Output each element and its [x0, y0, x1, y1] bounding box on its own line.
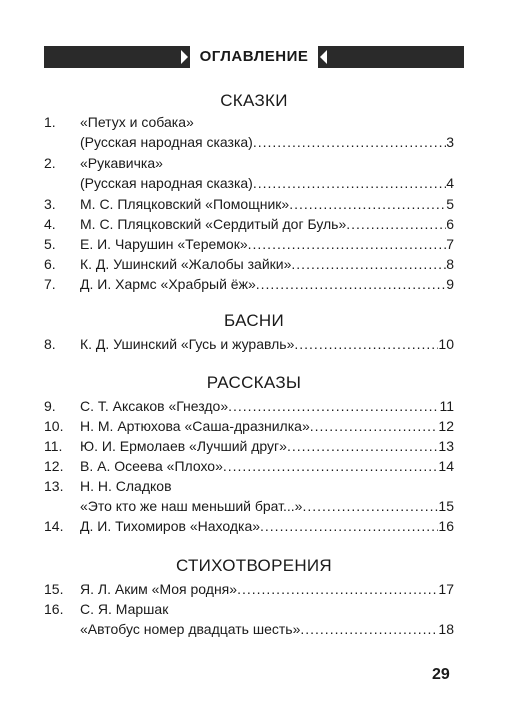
entry-text: Д. И. Тихомиров «Находка» — [80, 518, 261, 534]
entry-number: 16. — [44, 601, 64, 617]
entry-line — [80, 599, 454, 619]
entry-number: 8. — [44, 336, 56, 352]
entry-page: 15 — [438, 498, 454, 514]
entry-line — [80, 516, 454, 536]
entry-line — [80, 436, 454, 456]
leader-dots — [253, 173, 446, 193]
entry-page: 9 — [446, 276, 454, 292]
section-title-basni: БАСНИ — [223, 311, 285, 330]
entry-page: 5 — [446, 196, 454, 212]
entry-text: С. Я. Маршак — [80, 601, 169, 617]
section-title-rasskazy: РАССКАЗЫ — [206, 373, 302, 392]
toc-entry[interactable] — [44, 436, 454, 456]
entry-text: С. Т. Аксаков «Гнездо» — [80, 398, 229, 414]
leader-dots — [302, 496, 438, 516]
page-title: ОГЛАВЛЕНИЕ — [190, 46, 319, 68]
leader-dots — [256, 274, 446, 294]
entry-text: «Автобус номер двадцать шесть» — [80, 621, 301, 637]
entry-line — [80, 274, 454, 294]
entry-line — [80, 112, 454, 132]
section-title-stikhotvoreniya: СТИХОТВОРЕНИЯ — [175, 556, 333, 575]
entry-text: Ю. И. Ермолаев «Лучший друг» — [80, 438, 287, 454]
entry-number: 9. — [44, 398, 56, 414]
entry-text: «Рукавичка» — [80, 155, 163, 171]
entry-text: М. С. Пляцковский «Помощник» — [80, 196, 290, 212]
entry-page: 4 — [446, 175, 454, 191]
entry-page: 18 — [438, 621, 454, 637]
entry-page: 14 — [438, 458, 454, 474]
toc-entry[interactable] — [44, 396, 454, 416]
entry-line — [80, 476, 454, 496]
entry-line — [80, 153, 454, 173]
entry-text: К. Д. Ушинский «Жалобы зайки» — [80, 256, 292, 272]
leader-dots — [287, 436, 438, 456]
page-number: 29 — [432, 666, 450, 683]
entry-text: В. А. Осеева «Плохо» — [80, 458, 223, 474]
leader-dots — [289, 194, 446, 214]
entry-page: 7 — [446, 236, 454, 252]
toc-entry[interactable] — [44, 153, 454, 193]
entry-page: 11 — [439, 398, 454, 414]
entry-number: 7. — [44, 276, 56, 292]
entry-page: 16 — [438, 518, 454, 534]
toc-entry[interactable] — [44, 254, 454, 274]
entry-page: 3 — [446, 134, 454, 150]
entry-page: 13 — [438, 438, 454, 454]
entry-line — [80, 579, 454, 599]
entry-line — [80, 194, 454, 214]
entry-text: (Русская народная сказка) — [80, 175, 253, 191]
entry-line — [80, 496, 454, 516]
toc-entry[interactable] — [44, 579, 454, 599]
entry-number: 10. — [44, 418, 64, 434]
entry-line — [80, 254, 454, 274]
entry-number: 6. — [44, 256, 56, 272]
entry-number: 15. — [44, 581, 64, 597]
entry-page: 17 — [438, 581, 454, 597]
entry-text: Н. Н. Сладков — [80, 478, 172, 494]
entry-page: 10 — [438, 336, 454, 352]
entry-text: (Русская народная сказка) — [80, 134, 253, 150]
entry-text: Е. И. Чарушин «Теремок» — [80, 236, 248, 252]
leader-dots — [260, 516, 438, 536]
leader-dots — [294, 334, 438, 354]
leader-dots — [346, 214, 446, 234]
toc-entry[interactable] — [44, 234, 454, 254]
entry-line — [80, 619, 454, 639]
entry-text: Я. Л. Аким «Моя родня» — [80, 581, 238, 597]
entry-line — [80, 173, 454, 193]
leader-dots — [228, 396, 439, 416]
entry-number: 3. — [44, 196, 56, 212]
toc-entry[interactable] — [44, 214, 454, 234]
entry-line — [80, 214, 454, 234]
entry-page: 6 — [446, 216, 454, 232]
entry-line — [80, 456, 454, 476]
entry-number: 5. — [44, 236, 56, 252]
toc-entry[interactable] — [44, 599, 454, 639]
entry-text: «Петух и собака» — [80, 114, 194, 130]
entry-number: 1. — [44, 114, 56, 130]
toc-entry[interactable] — [44, 516, 454, 536]
entry-number: 2. — [44, 155, 56, 171]
leader-dots — [237, 579, 438, 599]
toc-entry[interactable] — [44, 112, 454, 152]
leader-dots — [300, 619, 438, 639]
header-banner — [44, 46, 464, 68]
entry-text: Д. И. Хармс «Храбрый ёж» — [80, 276, 256, 292]
entry-text: К. Д. Ушинский «Гусь и журавль» — [80, 336, 295, 352]
entry-text: Н. М. Артюхова «Саша-дразнилка» — [80, 418, 310, 434]
entry-text: «Это кто же наш меньший брат...» — [80, 498, 303, 514]
toc-entry[interactable] — [44, 416, 454, 436]
entry-line — [80, 234, 454, 254]
leader-dots — [291, 254, 446, 274]
leader-dots — [223, 456, 439, 476]
entry-text: М. С. Пляцковский «Сердитый дог Буль» — [80, 216, 347, 232]
entry-line — [80, 132, 454, 152]
entry-line — [80, 334, 454, 354]
entry-number: 12. — [44, 458, 64, 474]
entry-page: 12 — [438, 418, 454, 434]
entry-page: 8 — [446, 256, 454, 272]
entry-line — [80, 416, 454, 436]
leader-dots — [310, 416, 439, 436]
entry-number: 11. — [44, 438, 63, 454]
entry-number: 14. — [44, 518, 64, 534]
section-title-skazki: СКАЗКИ — [220, 91, 288, 110]
banner-arrow-left-icon — [181, 50, 188, 64]
leader-dots — [248, 234, 447, 254]
toc-entry[interactable] — [44, 476, 454, 516]
toc-entry[interactable] — [44, 334, 454, 354]
entry-number: 13. — [44, 478, 64, 494]
toc-entry[interactable] — [44, 274, 454, 294]
entry-number: 4. — [44, 216, 56, 232]
banner-arrow-right-icon — [320, 50, 327, 64]
toc-entry[interactable] — [44, 194, 454, 214]
toc-entry[interactable] — [44, 456, 454, 476]
entry-line — [80, 396, 454, 416]
leader-dots — [253, 132, 446, 152]
